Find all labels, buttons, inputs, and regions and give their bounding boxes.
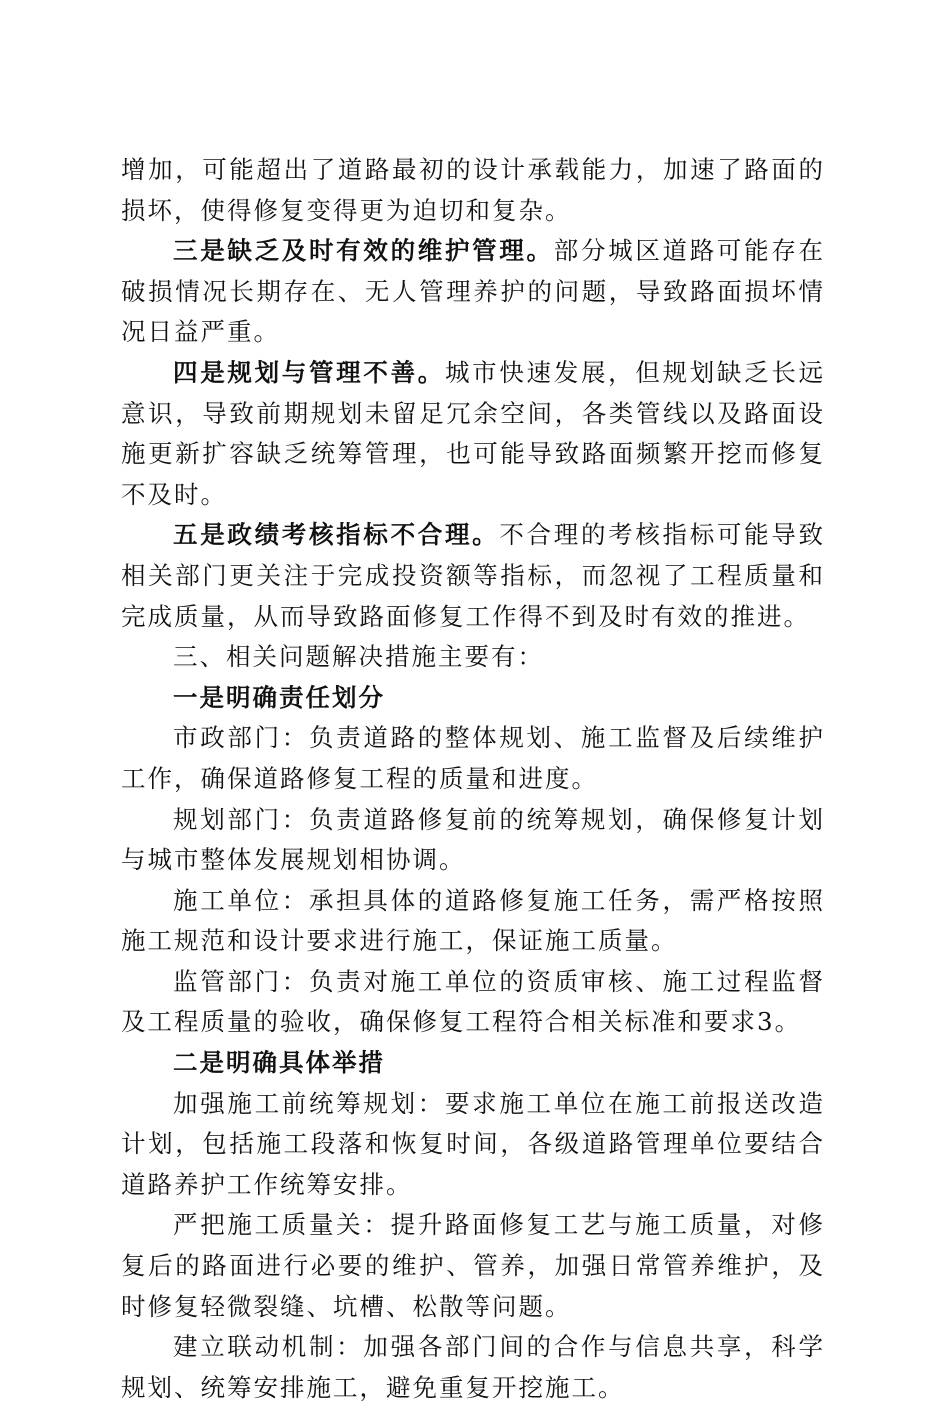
list-item: 加强施工前统筹规划：要求施工单位在施工前报送改造计划，包括施工段落和恢复时间，各级道路管理单位要结合道路养护工作统筹安排。 <box>121 1088 825 1199</box>
paragraph-cause-5 <box>121 515 825 637</box>
paragraph-cause-3 <box>121 231 825 353</box>
subsection-title-2: 二是明确具体举措 <box>173 1048 385 1078</box>
paragraph-lead: 三是缺乏及时有效的维护管理。 <box>173 236 554 266</box>
paragraph-cause-4 <box>121 353 825 515</box>
paragraph-text: 部分城区道路可能存在破损情况长期存在、无人管理养护的问题，导致路面损坏情况日益严重。 <box>121 236 826 347</box>
list-item: 市政部门：负责道路的整体规划、施工监督及后续维护工作，确保道路修复工程的质量和进度。 <box>121 723 825 793</box>
list-item: 规划部门：负责道路修复前的统筹规划，确保修复计划与城市整体发展规划相协调。 <box>121 804 825 875</box>
paragraph-text: 城市快速发展，但规划缺乏长远意识，导致前期规划未留足冗余空间，各类管线以及路面设施更新扩容缺乏统筹管理，也可能导致路面频繁开挖而修复不及时。 <box>121 357 826 509</box>
list-item: 建立联动机制：加强各部门间的合作与信息共享，科学规划、统筹安排施工，避免重复开挖施工。 <box>121 1332 825 1402</box>
paragraph-text: 增加，可能超出了道路最初的设计承载能力，加速了路面的损坏，使得修复变得更为迫切和复杂。 <box>121 155 825 225</box>
list-item: 监管部门：负责对施工单位的资质审核、施工过程监督及工程质量的验收，确保修复工程符合相关标准和要求3。 <box>121 966 825 1037</box>
section-heading: 三、相关问题解决措施主要有： <box>173 642 544 672</box>
paragraph-lead: 四是规划与管理不善。 <box>173 357 445 387</box>
paragraph-continuation <box>121 150 825 231</box>
paragraph-lead: 五是政绩考核指标不合理。 <box>173 520 500 550</box>
list-item: 严把施工质量关：提升路面修复工艺与施工质量，对修复后的路面进行必要的维护、管养，加强日常管养维护，及时修复轻微裂缝、坑槽、松散等问题。 <box>121 1210 825 1321</box>
document-body <box>121 150 825 1408</box>
list-item: 施工单位：承担具体的道路修复施工任务，需严格按照施工规范和设计要求进行施工，保证施工质量。 <box>121 885 825 956</box>
paragraph-text: 不合理的考核指标可能导致相关部门更关注于完成投资额等指标，而忽视了工程质量和完成质量，从而导致路面修复工作得不到及时有效的推进。 <box>121 520 826 631</box>
subsection-title-1: 一是明确责任划分 <box>173 682 385 712</box>
